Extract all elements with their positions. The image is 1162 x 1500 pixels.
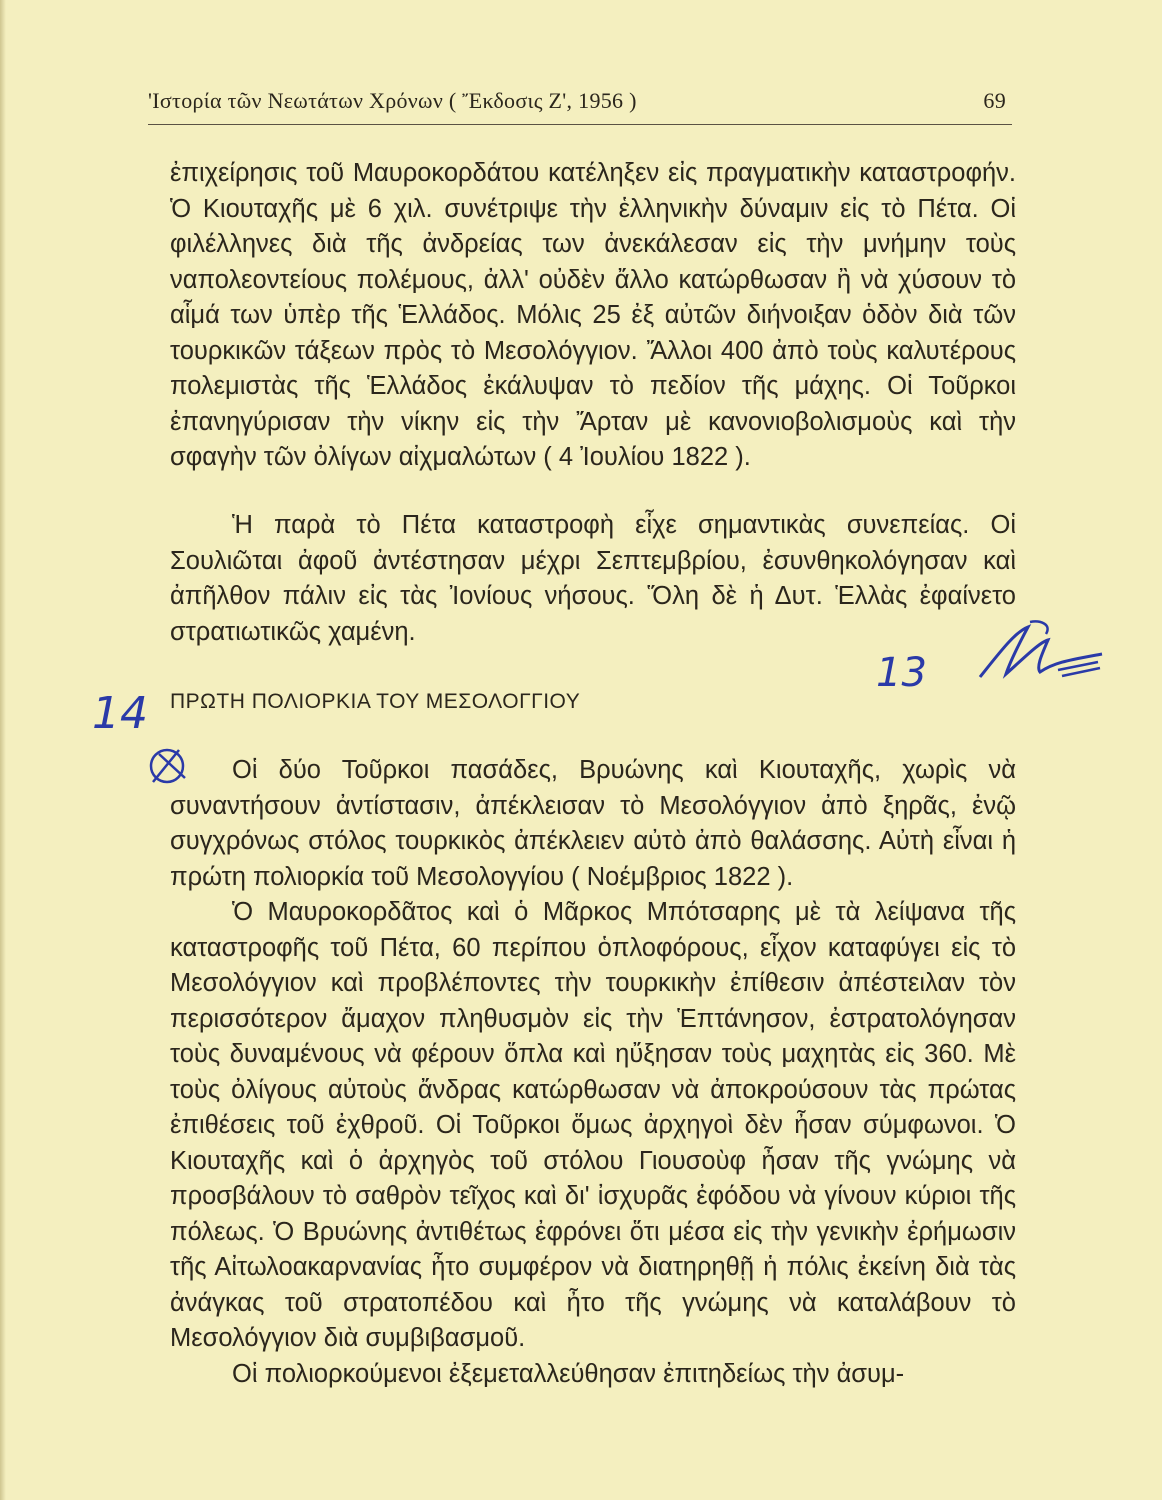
paragraph: Οἱ πολιορκούμενοι ἐξεμεταλλεύθησαν ἐπιτηδείως τὴν ἀσυμ- [232, 1359, 905, 1388]
section-heading: ΠΡΩΤΗ ΠΟΛΙΟΡΚΙΑ ΤΟΥ ΜΕΣΟΛΟΓΓΙΟΥ [170, 690, 581, 713]
page-number: 69 [983, 88, 1006, 113]
text-block-top [170, 156, 1016, 476]
handwritten-signature [970, 612, 1110, 692]
handwritten-number-14: 14 [92, 688, 148, 739]
paragraph: ἐπιχείρησις τοῦ Μαυροκορδάτου κατέληξεν εἰς πραγματικὴν καταστροφήν. Ὁ Κιουταχῆς μὲ 6 χιλ. συνέτριψε τὴν ἑλληνικὴν δύναμιν εἰς τὸ Πέτα. Οἱ φιλέλληνες διὰ τῆς ἀνδρείας των ἀνεκάλεσαν εἰς τὴν μνήμην τοὺς ναπολεοντείους πολέμους, ἀλλ' οὐδὲν ἄλλο κατώρθωσαν ἢ νὰ χύσουν τὸ αἷμά των ὑπὲρ τῆς Ἑλλάδος. Μόλις 25 ἐξ αὐτῶν διήνοιξαν ὁδὸν διὰ τῶν τουρκικῶν τάξεων πρὸς τὸ Μεσολόγγιον. Ἄλλοι 400 ἀπὸ τοὺς καλυτέρους πολεμιστὰς τῆς Ἑλλάδος ἐκάλυψαν τὸ πεδίον τῆς μάχης. Οἱ Τοῦρκοι ἐπανηγύρισαν τὴν νίκην εἰς τὴν Ἄρταν μὲ κανονιοβολισμοὺς καὶ τὴν σφαγὴν τῶν ὀλίγων αἰχμαλώτων ( 4 Ἰουλίου 1822 ). [170, 159, 1016, 471]
running-header [148, 82, 1012, 122]
paragraph: Ὁ Μαυροκορδᾶτος καὶ ὁ Μᾶρκος Μπότσαρης μὲ τὰ λείψανα τῆς καταστροφῆς τοῦ Πέτα, 60 περίπου ὁπλοφόρους, εἶχον καταφύγει εἰς τὸ Μεσολόγγιον καὶ προβλέποντες τὴν τουρκικὴν ἐπίθεσιν ἀπέστειλαν τὸν περισσότερον ἄμαχον πληθυσμὸν εἰς τὴν Ἑπτάνησον, ἐστρατολόγησαν τοὺς δυναμένους νὰ φέρουν ὅπλα καὶ ηὔξησαν τοὺς μαχητὰς εἰς 360. Μὲ τοὺς ὀλίγους αὐτοὺς ἄνδρας κατώρθωσαν νὰ ἀποκρούσουν τὰς πρώτας ἐπιθέσεις τοῦ ἐχθροῦ. Οἱ Τοῦρκοι ὅμως ἀρχηγοὶ δὲν ἦσαν σύμφωνοι. Ὁ Κιουταχῆς καὶ ὁ ἀρχηγὸς τοῦ στόλου Γιουσοὺφ ἦσαν τῆς γνώμης νὰ προσβάλουν τὸ σαθρὸν τεῖχος καὶ δι' ἰσχυρᾶς ἐφόδου νὰ γίνουν κύριοι τῆς πόλεως. Ὁ Βρυώνης ἀντιθέτως ἐφρόνει ὅτι μέσα εἰς τὴν γενικὴν ἐρήμωσιν τῆς Αἰτωλοακαρνανίας ἦτο συμφέρον νὰ διατηρηθῇ ἡ πόλις ἐκείνη διὰ τὰς ἀνάγκας τοῦ στρατοπέδου καὶ ἦτο τῆς γνώμης νὰ καταλάβουν τὸ Μεσολόγγιον διὰ συμβιβασμοῦ. [170, 898, 1016, 1352]
text-block-middle [170, 508, 1016, 650]
paragraph: Οἱ δύο Τοῦρκοι πασάδες, Βρυώνης καὶ Κιουταχῆς, χωρὶς νὰ συναντήσουν ἀντίστασιν, ἀπέκλεισαν τὸ Μεσολόγγιον ἀπὸ ξηρᾶς, ἐνῷ συγχρόνως στόλος τουρκικὸς ἀπέκλειεν αὐτὸ ἀπὸ θαλάσσης. Αὐτὴ εἶναι ἡ πρώτη πολιορκία τοῦ Μεσολογγίου ( Νοέμβριος 1822 ). [170, 756, 1016, 891]
page-edge [0, 0, 6, 1500]
paragraph: Ἡ παρὰ τὸ Πέτα καταστροφὴ εἶχε σημαντικὰς συνεπείας. Οἱ Σουλιῶται ἀφοῦ ἀντέστησαν μέχρι Σεπτεμβρίου, ἐσυνθηκολόγησαν καὶ ἀπῆλθον πάλιν εἰς τὰς Ἰονίους νήσους. Ὅλη δὲ ἡ Δυτ. Ἑλλὰς ἐφαίνετο στρατιωτικῶς χαμένη. [170, 511, 1016, 646]
header-title: 'Ιστορία τῶν Νεωτάτων Χρόνων ( Ἔκδοσις Ζ', 1956 ) [148, 88, 637, 113]
text-block-bottom [170, 753, 1016, 1392]
handwritten-number-13: 13 [876, 650, 927, 696]
header-rule [148, 124, 1012, 125]
